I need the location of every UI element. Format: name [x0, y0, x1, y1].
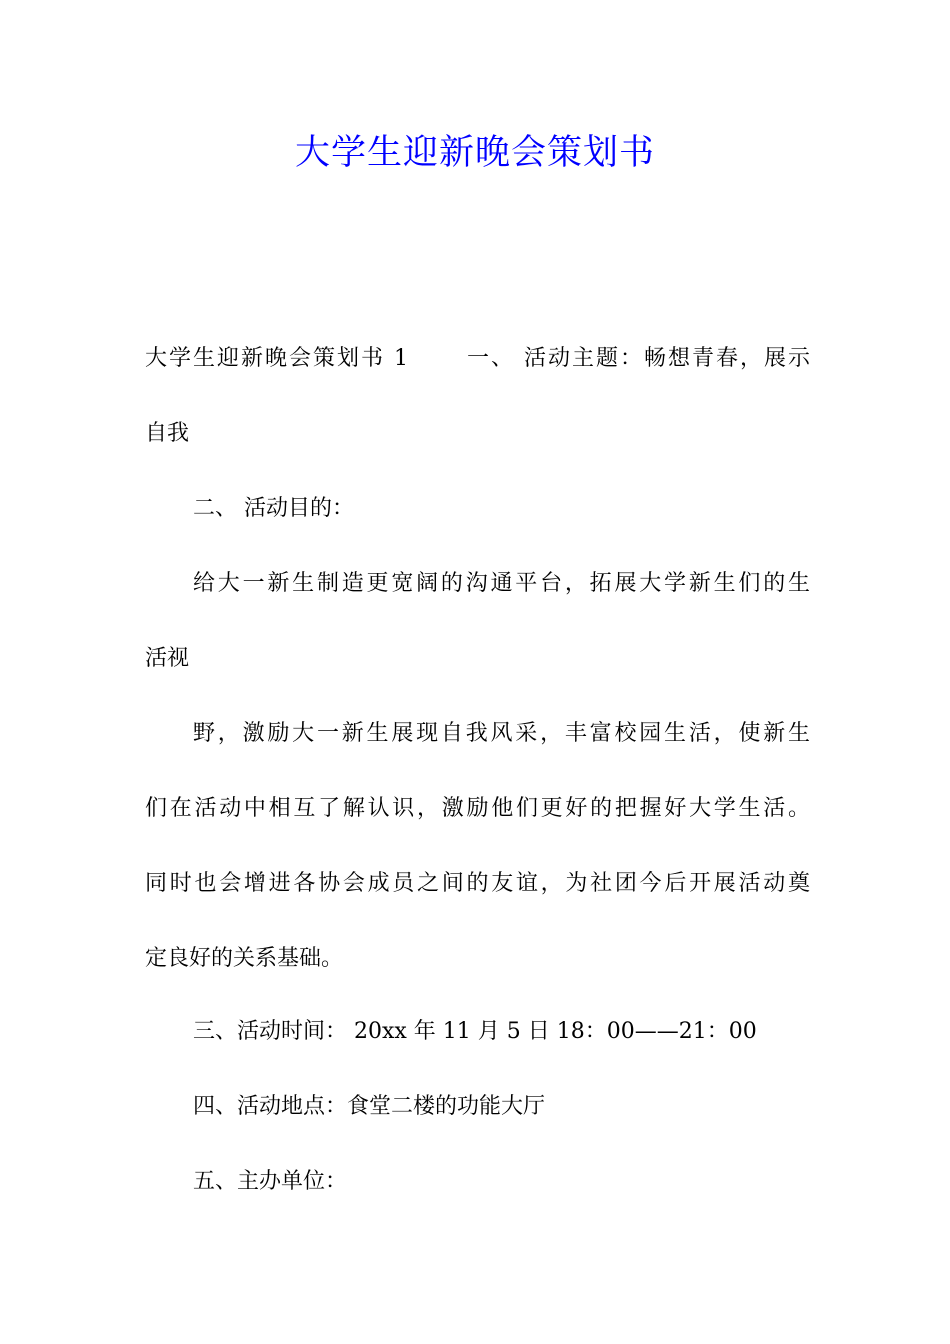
paragraph-line: 给大一新生制造更宽阔的沟通平台，拓展大学新生们的生	[193, 571, 810, 596]
paragraph-line: 们在活动中相互了解认识，激励他们更好的把握好大学生活。	[145, 796, 810, 821]
section-heading-purpose: 二、 活动目的：	[193, 496, 354, 521]
section-heading-location: 四、活动地点：食堂二楼的功能大厅	[193, 1094, 546, 1119]
paragraph-line: 大学生迎新晚会策划书 1 一、 活动主题：畅想青春，展示	[145, 346, 810, 371]
section-heading-organizer: 五、主办单位：	[193, 1169, 348, 1194]
paragraph-line: 活视	[145, 646, 190, 671]
paragraph-line: 定良好的关系基础。	[145, 946, 344, 971]
paragraph-line: 野，激励大一新生展现自我风采，丰富校园生活，使新生	[193, 721, 810, 746]
paragraph-line: 同时也会增进各协会成员之间的友谊，为社团今后开展活动奠	[145, 871, 810, 896]
section-heading-time: 三、活动时间： 20xx 年 11 月 5 日 18：00——21：00	[193, 1019, 757, 1044]
document-title: 大学生迎新晚会策划书	[294, 133, 655, 173]
paragraph-line: 自我	[145, 421, 190, 446]
